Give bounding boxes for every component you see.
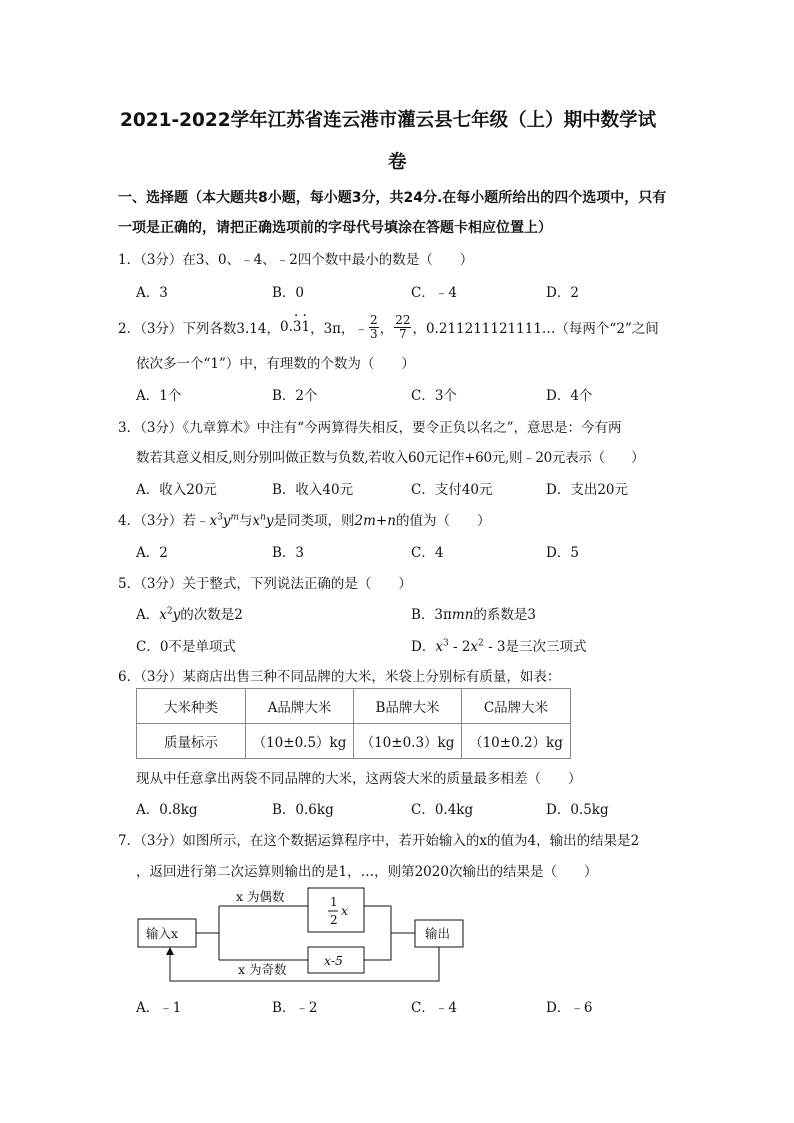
odd-label: x 为奇数 xyxy=(238,962,287,977)
page-title-line1: 2021-2022学年江苏省连云港市灌云县七年级（上）期中数学试 xyxy=(120,110,657,131)
table-row xyxy=(137,689,571,724)
frac-num: 22 xyxy=(395,312,411,327)
var-y: y xyxy=(172,607,181,623)
question-4 xyxy=(118,509,490,529)
q3-option-d: D．支出20元 xyxy=(546,482,629,498)
rice-table xyxy=(136,688,571,759)
q7-option-a: A．﹣1 xyxy=(136,1000,182,1016)
page-title-line2: 卷 xyxy=(388,152,407,173)
var-y: y xyxy=(265,513,274,529)
q7-option-c: C．﹣4 xyxy=(411,1000,457,1016)
q2-option-c: C．3个 xyxy=(411,388,457,404)
frac-den: 3 xyxy=(370,326,378,341)
opt-suffix: 的次数是2 xyxy=(180,607,243,623)
q4-expr: 2m+n xyxy=(354,513,396,529)
question-5: 5．（3分）关于整式，下列说法正确的是（ ） xyxy=(118,576,412,592)
q4-mid: 与 xyxy=(238,513,253,529)
q5-option-b xyxy=(411,603,536,623)
table-header-cell: C品牌大米 xyxy=(462,689,571,724)
exp: 3 xyxy=(442,638,449,649)
exp-n: n xyxy=(260,512,266,523)
q4-suffix: 的值为（ ） xyxy=(395,513,491,529)
q5-option-d xyxy=(411,635,587,655)
q1-option-d: D．2 xyxy=(546,285,579,301)
table-cell: 质量标示 xyxy=(137,724,246,759)
question-1: 1．（3分）在3、0、﹣4、﹣2四个数中最小的数是（ ） xyxy=(118,252,474,268)
q3-option-c: C．支付40元 xyxy=(411,482,493,498)
table-cell: （10±0.2）kg xyxy=(462,724,571,759)
q2-neg: ﹣ xyxy=(354,321,369,337)
opt-prefix: D． xyxy=(411,639,436,655)
q4-option-a: A．2 xyxy=(136,545,168,561)
q2-sep2: ， xyxy=(379,321,394,337)
q1-option-b: B．0 xyxy=(272,285,305,301)
fraction-22-7 xyxy=(394,314,411,341)
q6-option-c: C．0.4kg xyxy=(411,802,474,818)
q3-option-a: A．收入20元 xyxy=(136,482,217,498)
opt-mid: - 2 xyxy=(448,639,471,655)
exp: 3 xyxy=(217,512,223,523)
rep-digit-2: · 1 xyxy=(301,319,310,335)
q6-option-b: B．0.6kg xyxy=(272,802,334,818)
question-3-line1: 3．（3分）《九章算术》中注有“今两算得失相反，要令正负以名之”，意思是：今有两 xyxy=(118,420,622,436)
exp: 2 xyxy=(166,606,173,617)
table-header-cell: 大米种类 xyxy=(137,689,246,724)
frac-num: 2 xyxy=(370,312,378,327)
var-y: y xyxy=(222,513,231,529)
half-num: 1 xyxy=(330,895,338,909)
question-6-after: 现从中任意拿出两袋不同品牌的大米，这两袋大米的质量最多相差（ ） xyxy=(136,771,582,787)
rep-digit-1: · 3 xyxy=(293,319,302,335)
table-cell: （10±0.5）kg xyxy=(246,724,354,759)
q3-option-b: B．收入40元 xyxy=(272,482,354,498)
var-mn: mn xyxy=(451,607,474,623)
repeating-decimal xyxy=(280,319,310,335)
frac-den: 7 xyxy=(399,326,407,341)
question-2-line2: 依次多一个“1”）中，有理数的个数为（ ） xyxy=(136,356,415,372)
q7-option-b: B．﹣2 xyxy=(272,1000,318,1016)
fraction-2-3 xyxy=(369,314,379,341)
q6-option-d: D．0.5kg xyxy=(546,802,609,818)
q2-suffix: ，0.211211121111…（每两个“2”之间 xyxy=(412,321,659,337)
half-var: x xyxy=(341,903,349,918)
exp: 2 xyxy=(478,638,484,649)
var-x: x xyxy=(159,607,167,623)
opt-prefix: B．3π xyxy=(411,607,452,623)
q4-option-c: C．4 xyxy=(411,545,444,561)
table-header-cell: B品牌大米 xyxy=(354,689,462,724)
exp-m: m xyxy=(230,512,239,523)
q1-option-c: C．﹣4 xyxy=(411,285,457,301)
output-label: 输出 xyxy=(425,926,451,941)
var-x: x xyxy=(470,639,479,655)
return-line xyxy=(170,947,439,981)
question-3-line2: 数若其意义相反,则分别叫做正数与负数,若收入60元记作+60元,则﹣20元表示（ ） xyxy=(136,450,645,466)
q4-option-d: D．5 xyxy=(546,545,579,561)
input-label: 输入x xyxy=(146,926,179,941)
opt-suffix: 的系数是3 xyxy=(473,607,536,623)
q4-prefix: 4．（3分）若﹣ xyxy=(118,513,210,529)
connector xyxy=(364,906,391,960)
q1-option-a: A．3 xyxy=(136,285,168,301)
rep-whole: 0. xyxy=(280,319,293,335)
q2-option-d: D．4个 xyxy=(546,388,593,404)
question-2-line1 xyxy=(118,312,659,342)
table-cell: （10±0.3）kg xyxy=(354,724,462,759)
question-7-line1: 7．（3分）如图所示，在这个数据运算程序中，若开始输入的x的值为4，输出的结果是2 xyxy=(118,833,640,849)
section-header-line1: 一、选择题（本大题共8小题，每小题3分，共24分.在每小题所给出的四个选项中，只有 xyxy=(118,190,667,206)
even-label: x 为偶数 xyxy=(236,889,285,904)
q5-option-a xyxy=(136,603,243,623)
q4-option-b: B．3 xyxy=(272,545,305,561)
var-x: x xyxy=(252,513,261,529)
var-x: x xyxy=(209,513,218,529)
q2-option-a: A．1个 xyxy=(136,388,182,404)
half-den: 2 xyxy=(330,913,338,927)
q2-prefix: 2．（3分）下列各数3.14， xyxy=(118,321,280,337)
return-arrowhead xyxy=(166,947,174,955)
opt-prefix: A． xyxy=(136,607,160,623)
section-header-line2: 一项是正确的，请把正确选项前的字母代号填涂在答题卡相应位置上） xyxy=(118,220,552,236)
q6-option-a: A．0.8kg xyxy=(136,802,198,818)
q2-option-b: B．2个 xyxy=(272,388,318,404)
minus-label: x-5 xyxy=(324,953,344,968)
q4-mid2: 是同类项，则 xyxy=(273,513,355,529)
q5-option-c: C．0不是单项式 xyxy=(136,639,236,655)
flow-diagram xyxy=(136,884,466,984)
var-x: x xyxy=(435,639,443,655)
table-row xyxy=(137,724,571,759)
q2-sep1: ，3π， xyxy=(310,321,355,337)
question-7-line2: ，返回进行第二次运算则输出的是1，…，则第2020次输出的结果是（ ） xyxy=(136,864,598,880)
question-6: 6．（3分）某商店出售三种不同品牌的大米，米袋上分别标有质量，如表： xyxy=(118,669,561,685)
q7-option-d: D．﹣6 xyxy=(546,1000,593,1016)
opt-suffix: - 3是三次三项式 xyxy=(483,639,587,655)
table-header-cell: A品牌大米 xyxy=(246,689,354,724)
